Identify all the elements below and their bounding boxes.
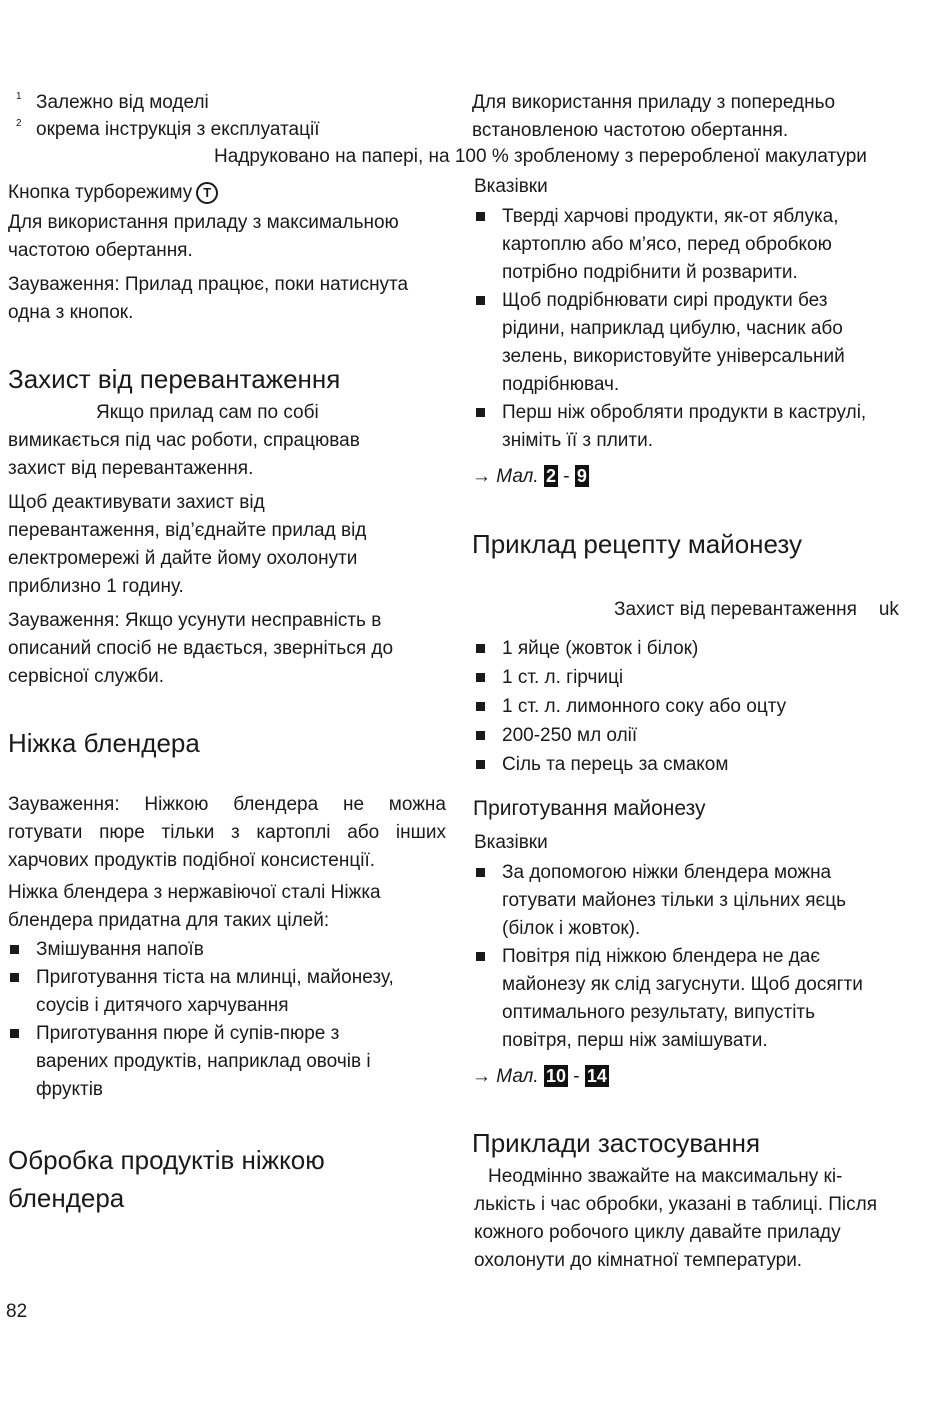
overload-paragraph-2: Щоб деактивувати захист від перевантаження, від’єднайте прилад від електромережі й дайте йому охолонути приблизно 1 годину. xyxy=(8,492,367,597)
list-item: Приготування пюре й супів-пюре з варених продуктів, наприклад овочів і фруктів xyxy=(8,1020,394,1104)
footnote-1 xyxy=(16,89,209,116)
processing-heading: Обробка продуктів ніжкою блендера xyxy=(8,1145,325,1213)
figure-number-box: 9 xyxy=(576,466,587,486)
ingredients-list xyxy=(474,635,786,779)
examples-text: Неодмінно зважайте на максимальну кі- лькість і час обробки, указані в таблиці. Після кожного робочого циклу давайте приладу охолонути до кімнатної температури. xyxy=(474,1166,878,1271)
prep-tips-label: Вказівки xyxy=(474,832,548,853)
list-item: Змішування напоїв xyxy=(8,936,394,964)
figure-number-box: 2 xyxy=(545,466,556,486)
running-header: Захист від перевантаження uk xyxy=(614,599,899,620)
turbo-text: Для використання приладу з максимальною частотою обертання. xyxy=(8,212,399,261)
tips-list xyxy=(474,203,866,455)
preset-speed-text: Для використання приладу з попередньо встановленою частотою обертання. xyxy=(472,92,836,141)
figure-number-box: 14 xyxy=(586,1066,607,1086)
list-item: Щоб подрібнювати сирі продукти без рідини, наприклад цибулю, часник або зелень, використовуйте універсальний подрібнювач. xyxy=(474,287,866,399)
list-item: Сіль та перець за смаком xyxy=(474,751,786,779)
blender-foot-intro: Ніжка блендера з нержавіючої сталі Ніжка блендера придатна для таких цілей: xyxy=(8,882,381,931)
figure-number-box: 10 xyxy=(545,1066,566,1086)
blender-foot-note: Зауваження: Ніжкою блендера не можна готувати пюре тільки з картоплі або інших харчових продуктів подібної консистенції. xyxy=(8,794,446,871)
paper-note: Надруковано на папері, на 100 % зробленому з переробленої макулатури xyxy=(214,146,867,167)
overload-paragraph-1: Якщо прилад сам по собі вимикається під час роботи, спрацював захист від перевантаження. xyxy=(8,402,360,479)
footnote-2 xyxy=(16,116,320,143)
list-item: Тверді харчові продукти, як-от яблука, картоплю або м’ясо, перед обробкою потрібно подрібнити й розварити. xyxy=(474,203,866,287)
arrow-right-icon: → xyxy=(472,466,491,487)
turbo-button-title: Кнопка турборежиму T xyxy=(8,179,218,207)
list-item: Повітря під ніжкою блендера не дає майонезу як слід загуснути. Щоб досягти оптимального результату, випустіть повітря, перш ніж замішувати. xyxy=(474,943,863,1055)
language-code: uk xyxy=(878,599,899,620)
overload-heading: Захист від перевантаження xyxy=(8,364,341,394)
arrow-right-icon: → xyxy=(472,1066,491,1087)
turbo-icon: T xyxy=(196,182,218,204)
footnote-text: Залежно від моделі xyxy=(36,92,209,113)
mayonnaise-prep-heading: Приготування майонезу xyxy=(473,797,706,820)
blender-foot-heading: Ніжка блендера xyxy=(8,728,200,758)
list-item: 200-250 мл олії xyxy=(474,722,786,750)
footnote-number: 2 xyxy=(16,118,22,129)
footnote-text: окрема інструкція з експлуатації xyxy=(36,119,320,140)
list-item: За допомогою ніжки блендера можна готувати майонез тільки з цільних яєць (білок і жовток). xyxy=(474,859,863,943)
figure-reference-1: → Мал. 2 - 9 xyxy=(472,466,587,487)
tips-label: Вказівки xyxy=(474,176,548,197)
blender-foot-uses-list xyxy=(8,936,394,1104)
page-number: 82 xyxy=(6,1301,28,1322)
overload-note: Зауваження: Якщо усунути несправність в описаний спосіб не вдається, зверніться до сервісної служби. xyxy=(8,610,394,687)
figure-reference-2: → Мал. 10 - 14 xyxy=(472,1066,607,1087)
list-item: 1 ст. л. лимонного соку або оцту xyxy=(474,693,786,721)
list-item: 1 яйце (жовток і білок) xyxy=(474,635,786,663)
prep-tips-list xyxy=(474,859,863,1055)
recipe-heading: Приклад рецепту майонезу xyxy=(472,529,803,559)
turbo-note: Зауваження: Прилад працює, поки натиснута одна з кнопок. xyxy=(8,274,409,323)
list-item: Приготування тіста на млинці, майонезу, соусів і дитячого харчування xyxy=(8,964,394,1020)
list-item: 1 ст. л. гірчиці xyxy=(474,664,786,692)
list-item: Перш ніж обробляти продукти в каструлі, зніміть її з плити. xyxy=(474,399,866,455)
examples-heading: Приклади застосування xyxy=(472,1128,761,1158)
footnote-number: 1 xyxy=(16,91,22,102)
